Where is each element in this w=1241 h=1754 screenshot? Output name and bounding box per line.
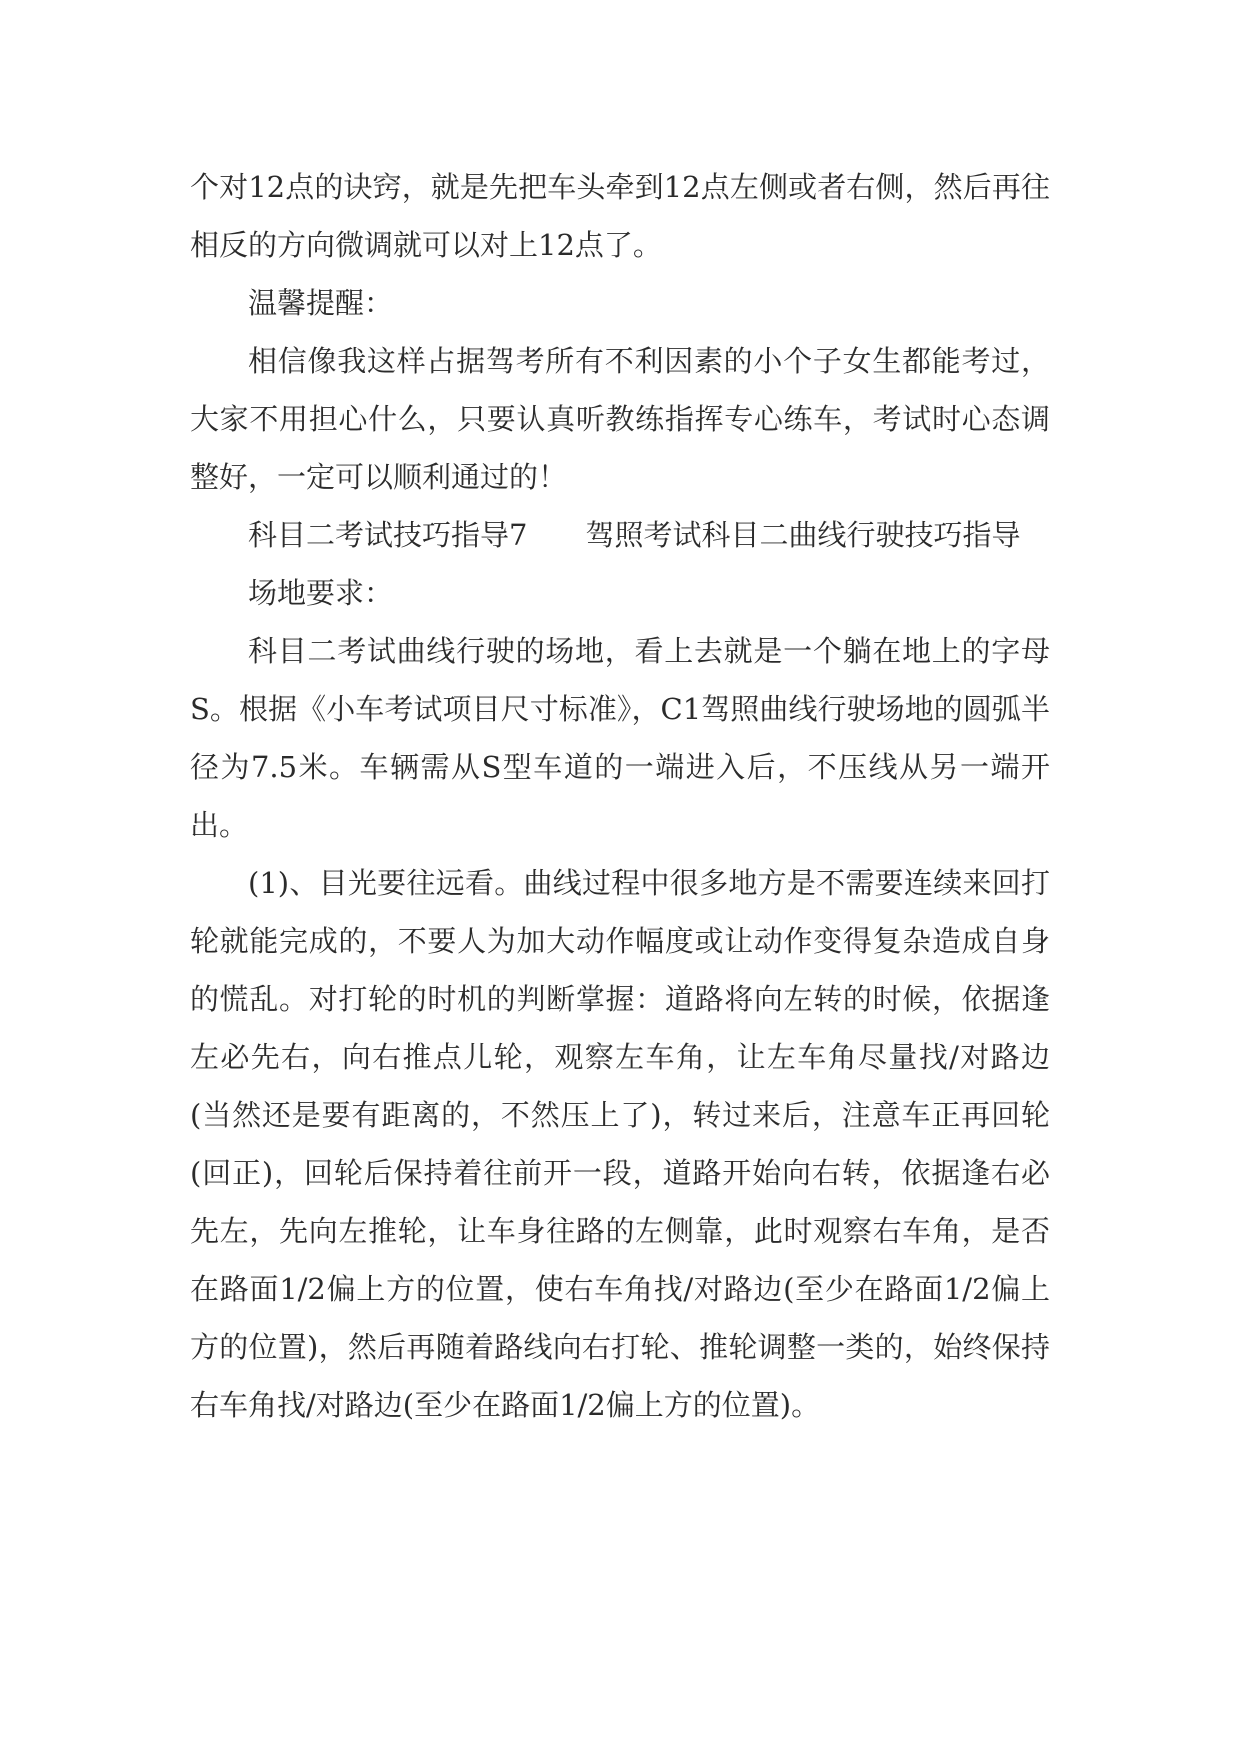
paragraph: 科目二考试曲线行驶的场地，看上去就是一个躺在地上的字母S。根据《小车考试项目尺寸标准》，C1驾照曲线行驶场地的圆弧半径为7.5米。车辆需从S型车道的一端进入后，不压线从另一端开出。 bbox=[190, 634, 1050, 842]
paragraph: 个对12点的诀窍，就是先把车头牵到12点左侧或者右侧，然后再往相反的方向微调就可以对上12点了。 bbox=[190, 170, 1050, 262]
heading-site-requirements: 场地要求： bbox=[248, 576, 394, 610]
section-title: 科目二考试技巧指导7 驾照考试科目二曲线行驶技巧指导 bbox=[248, 518, 1021, 552]
paragraph: (1)、目光要往远看。曲线过程中很多地方是不需要连续来回打轮就能完成的，不要人为加大动作幅度或让动作变得复杂造成自身的慌乱。对打轮的时机的判断掌握：道路将向左转的时候，依据逢左必先右，向右推点儿轮，观察左车角，让左车角尽量找/对路边(当然还是要有距离的，不然压上了)，转过来后，注意车正再回轮(回正)，回轮后保持着往前开一段，道路开始向右转，依据逢右必先左，先向左推轮，让车身往路的左侧靠，此时观察右车角，是否在路面1/2偏上方的位置，使右车角找/对路边(至少在路面1/2偏上方的位置)，然后再随着路线向右打轮、推轮调整一类的，始终保持右车角找/对路边(至少在路面1/2偏上方的位置)。 bbox=[190, 866, 1050, 1422]
document-body bbox=[190, 158, 1050, 1434]
heading-warm-reminder: 温馨提醒： bbox=[248, 286, 394, 320]
paragraph: 相信像我这样占据驾考所有不利因素的小个子女生都能考过，大家不用担心什么，只要认真听教练指挥专心练车，考试时心态调整好，一定可以顺利通过的！ bbox=[190, 344, 1050, 494]
